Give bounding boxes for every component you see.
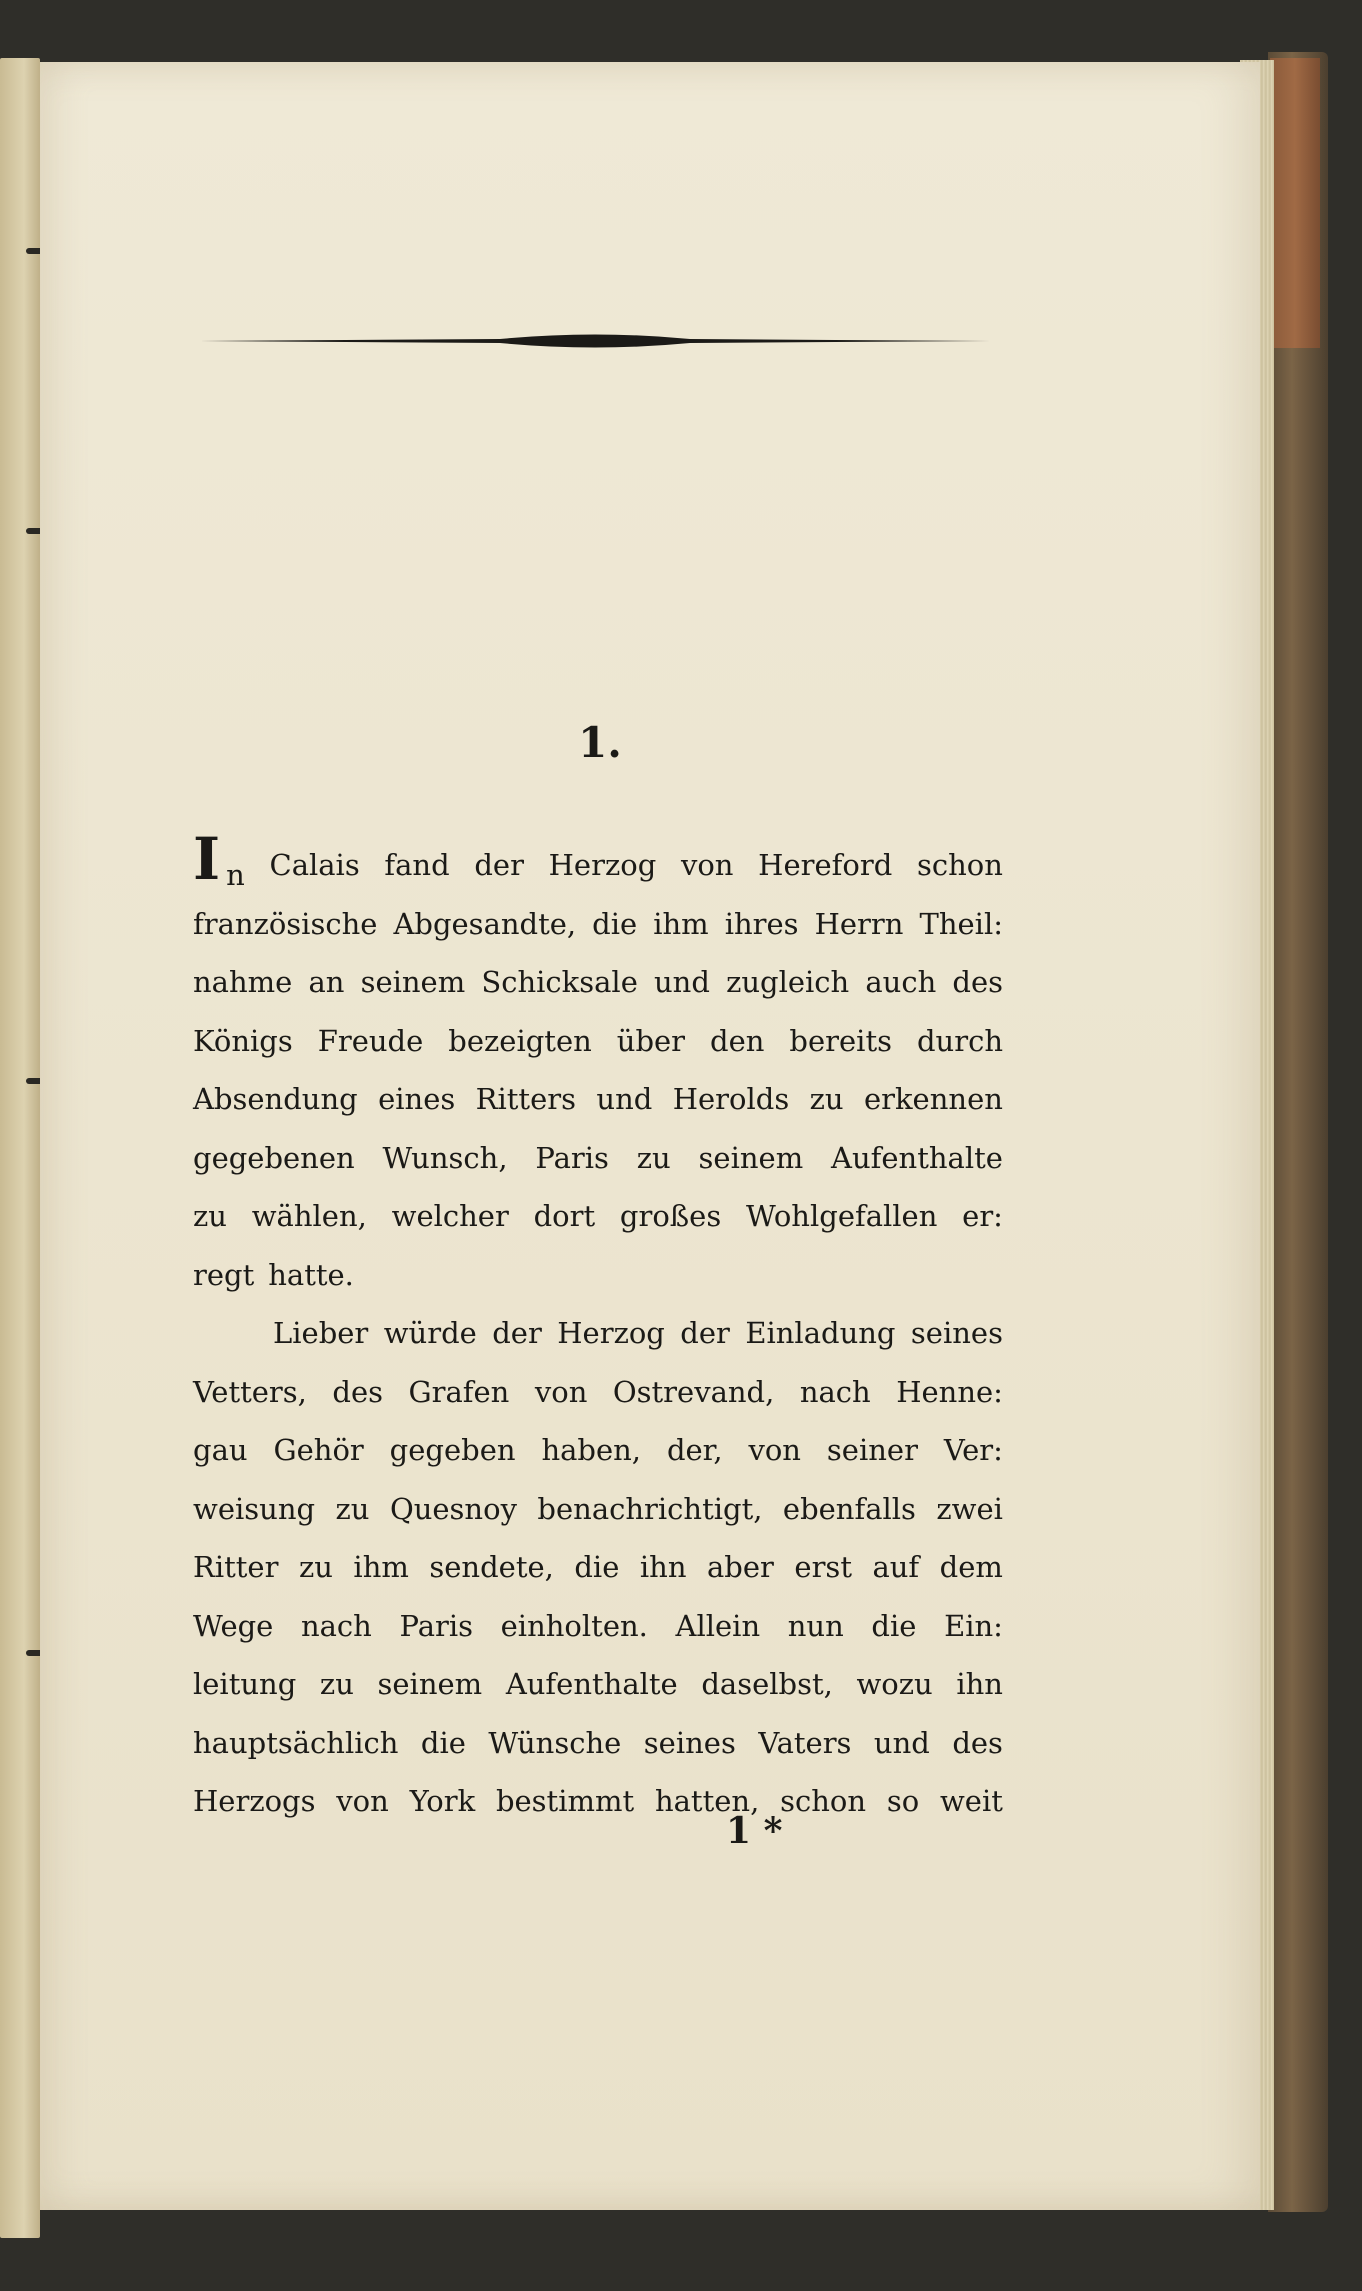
word: erkennen [863,1082,1003,1116]
word: zu [335,1491,370,1526]
word: Vaters [758,1725,852,1760]
word: die [871,1608,917,1643]
word: weit [939,1784,1003,1818]
word: zwei [936,1491,1003,1526]
word: Theil: [919,906,1003,941]
word: nach [300,1608,372,1643]
word: die [420,1725,466,1760]
word: über [616,1023,686,1058]
word: Herzog [548,848,657,882]
word: Wohlgefallen [746,1199,938,1233]
text-line [193,1538,1003,1597]
word: Freude [317,1023,424,1058]
word: dort [533,1199,596,1233]
word: des [952,965,1003,999]
word: ihm [353,1550,409,1584]
word: nahme [193,965,293,999]
text-line [193,1597,1003,1656]
word: wählen, [251,1199,367,1233]
word: wozu [856,1667,933,1701]
word: erst [794,1550,852,1584]
word: hauptsächlich [193,1725,399,1760]
word: zu [319,1667,354,1701]
body-text [193,825,1003,1831]
word: ihn [956,1667,1003,1701]
text-line [193,1070,1003,1129]
word: Wunsch, [382,1140,508,1175]
text-line [193,1363,1003,1422]
word: Gehör [273,1433,364,1467]
text-line [193,1304,1003,1363]
word: von [748,1433,801,1467]
word: zu [193,1199,227,1233]
word: nun [787,1608,844,1643]
word: durch [916,1023,1003,1058]
word: Lieber [273,1316,369,1350]
word: seinem [377,1667,483,1701]
word: schon [916,848,1003,882]
leather-spine-patch [1270,58,1320,348]
word: Allein [675,1608,761,1643]
word: sendete, [429,1550,554,1584]
word: gegebenen [193,1140,355,1175]
word: Ein: [944,1608,1003,1643]
word: ebenfalls [782,1491,916,1526]
word: Schicksale [481,965,638,999]
word: nach [799,1374,871,1409]
word: so [886,1784,920,1818]
text-line [193,1714,1003,1773]
word: gegeben [389,1433,516,1467]
word: der [680,1316,730,1350]
text-line [193,825,1003,895]
word: des [332,1374,383,1409]
word: welcher [391,1199,509,1233]
word: Absendung [193,1082,358,1116]
word: zu [636,1140,671,1175]
word: aber [707,1550,774,1584]
word: von [680,848,734,882]
word: Calais [269,848,360,882]
word: Herzogs [193,1784,316,1818]
word: ihres [724,906,799,941]
word: Abgesandte, [393,906,577,941]
word: ihn [639,1550,687,1584]
word: an [308,965,345,999]
word: zu [298,1550,333,1584]
text-line [193,953,1003,1012]
text-line [193,1012,1003,1071]
word: Einladung [745,1316,896,1350]
word: Ver: [943,1433,1003,1467]
text-line [193,1655,1003,1714]
signature-mark: 1 * [726,1810,783,1852]
word: und [596,1082,653,1116]
word: auf [872,1550,920,1584]
text-line [193,895,1003,954]
word: Grafen [408,1374,510,1409]
word: regt [193,1257,255,1292]
book-cover-edge [1268,52,1328,2212]
word: benachrichtigt, [537,1491,763,1526]
word: In [193,825,245,893]
word: Ostrevand, [612,1374,775,1409]
word: würde [383,1316,477,1350]
word: von [336,1784,389,1818]
word: bereits [789,1023,892,1058]
word: bezeigten [448,1023,592,1058]
word: ihm [653,906,709,941]
word: der [492,1316,542,1350]
word: seines [643,1725,736,1760]
text-line [193,1480,1003,1539]
word: York [409,1784,476,1818]
word: Herzog [557,1316,665,1350]
text-line [193,1246,1003,1305]
word: daselbst, [701,1667,833,1701]
word: Paris [399,1608,474,1643]
word: er: [962,1199,1003,1233]
word: hatte. [268,1257,354,1292]
word: haben, [541,1433,642,1467]
word: Vetters, [193,1374,307,1409]
word: einholten. [500,1608,648,1643]
word: Wege [193,1608,274,1643]
word: der [474,848,524,882]
word: seiner [826,1433,918,1467]
word: Aufenthalte [505,1667,678,1701]
word: eines [378,1082,456,1116]
word: französische [193,906,378,941]
word: und [654,965,710,999]
word: Königs [193,1023,293,1058]
word: bestimmt [495,1784,635,1818]
word: der, [666,1433,723,1467]
word: des [952,1725,1003,1760]
word: leitung [193,1667,297,1701]
text-line [193,1187,1003,1246]
word: Herrn [814,906,904,941]
text-line [193,1421,1003,1480]
word: schon [780,1784,867,1818]
decorative-rule [200,330,990,352]
word: Aufenthalte [831,1140,1003,1175]
word: die [592,906,638,941]
word: zu [809,1082,844,1116]
word: Wünsche [488,1725,622,1760]
word: gau [193,1433,248,1467]
word: fand [384,848,450,882]
word: auch [865,965,937,999]
word: seinem [698,1140,804,1175]
word: Henne: [896,1374,1003,1409]
word: Paris [535,1140,609,1175]
word: Hereford [758,848,893,882]
word: Herolds [672,1082,790,1116]
drop-cap: I [193,825,221,893]
word: seines [910,1316,1003,1350]
text-line [193,1772,1003,1831]
word: Quesnoy [389,1491,517,1526]
word: von [534,1374,588,1409]
word: Ritter [193,1550,279,1584]
word: hatten, [654,1784,760,1818]
word: weisung [193,1491,316,1526]
chapter-number: 1. [578,718,622,767]
word: und [873,1725,930,1760]
word: zugleich [726,965,850,999]
left-page-edge [0,58,40,2238]
word: großes [619,1199,722,1233]
word: die [574,1550,620,1584]
word: dem [939,1550,1003,1584]
word: den [710,1023,765,1058]
text-line [193,1129,1003,1188]
word: Ritters [475,1082,576,1116]
word: seinem [360,965,466,999]
